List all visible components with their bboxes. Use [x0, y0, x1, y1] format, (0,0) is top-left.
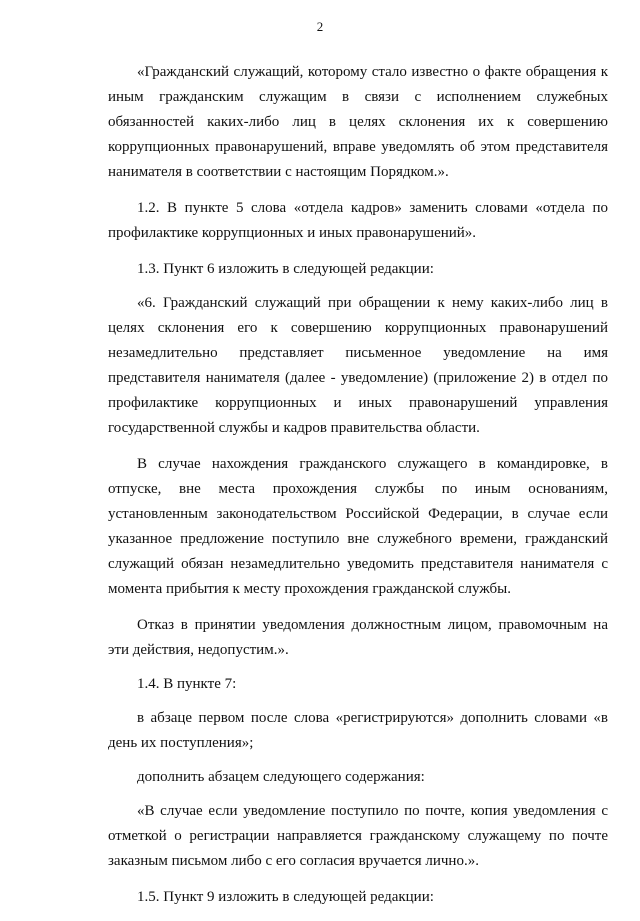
paragraph-1-2: 1.2. В пункте 5 слова «отдела кадров» заменить словами «отдела по профилактике коррупционных и иных правонарушений». [108, 200, 608, 241]
paragraph-1-1-quote-end: «Гражданский служащий, которому стало известно о факте обращения к иным гражданским служащим в связи с исполнением служебных обязанностей каких-либо лиц в целях склонения их к совершению коррупционных правонарушений, вправе уведомлять об этом представителя нанимателя в соответствии с настоящим Порядком.». [108, 64, 608, 180]
paragraph-first-indent: в абзаце первом после слова «регистрируются» дополнить словами «в день их поступления»; [108, 710, 608, 751]
document-body [108, 60, 608, 921]
paragraph-business-trip: В случае нахождения гражданского служащего в командировке, в отпуске, вне места прохождения службы по иным основаниям, установленным законодательством Российской Федерации, в случае если указанное предложение поступило вне служебного времени, гражданский служащий обязан незамедлительно уведомить представителя нанимателя с момента прибытия к месту прохождения гражданской службы. [108, 456, 608, 597]
paragraph-refusal: Отказ в принятии уведомления должностным лицом, правомочным на эти действия, недопустим.». [108, 617, 608, 658]
paragraph-item-6: «6. Гражданский служащий при обращении к нему каких-либо лиц в целях склонения его к совершению коррупционных правонарушений незамедлительно представляет письменное уведомление на имя представителя нанимателя (далее - уведомление) (приложение 2) в отдел по профилактике коррупционных и иных правонарушений управления государственной службы и кадров правительства области. [108, 295, 608, 436]
paragraph-1-4: 1.4. В пункте 7: [137, 676, 237, 692]
paragraph-1-3: 1.3. Пункт 6 изложить в следующей редакции: [137, 261, 434, 277]
paragraph-add-indent: дополнить абзацем следующего содержания: [137, 769, 425, 785]
paragraph-post-notice: «В случае если уведомление поступило по почте, копия уведомления с отметкой о регистрации направляется гражданскому служащему по почте заказным письмом либо с его согласия вручается лично.». [108, 803, 608, 869]
paragraph-1-5: 1.5. Пункт 9 изложить в следующей редакции: [137, 889, 434, 905]
page-number: 2 [316, 19, 324, 34]
